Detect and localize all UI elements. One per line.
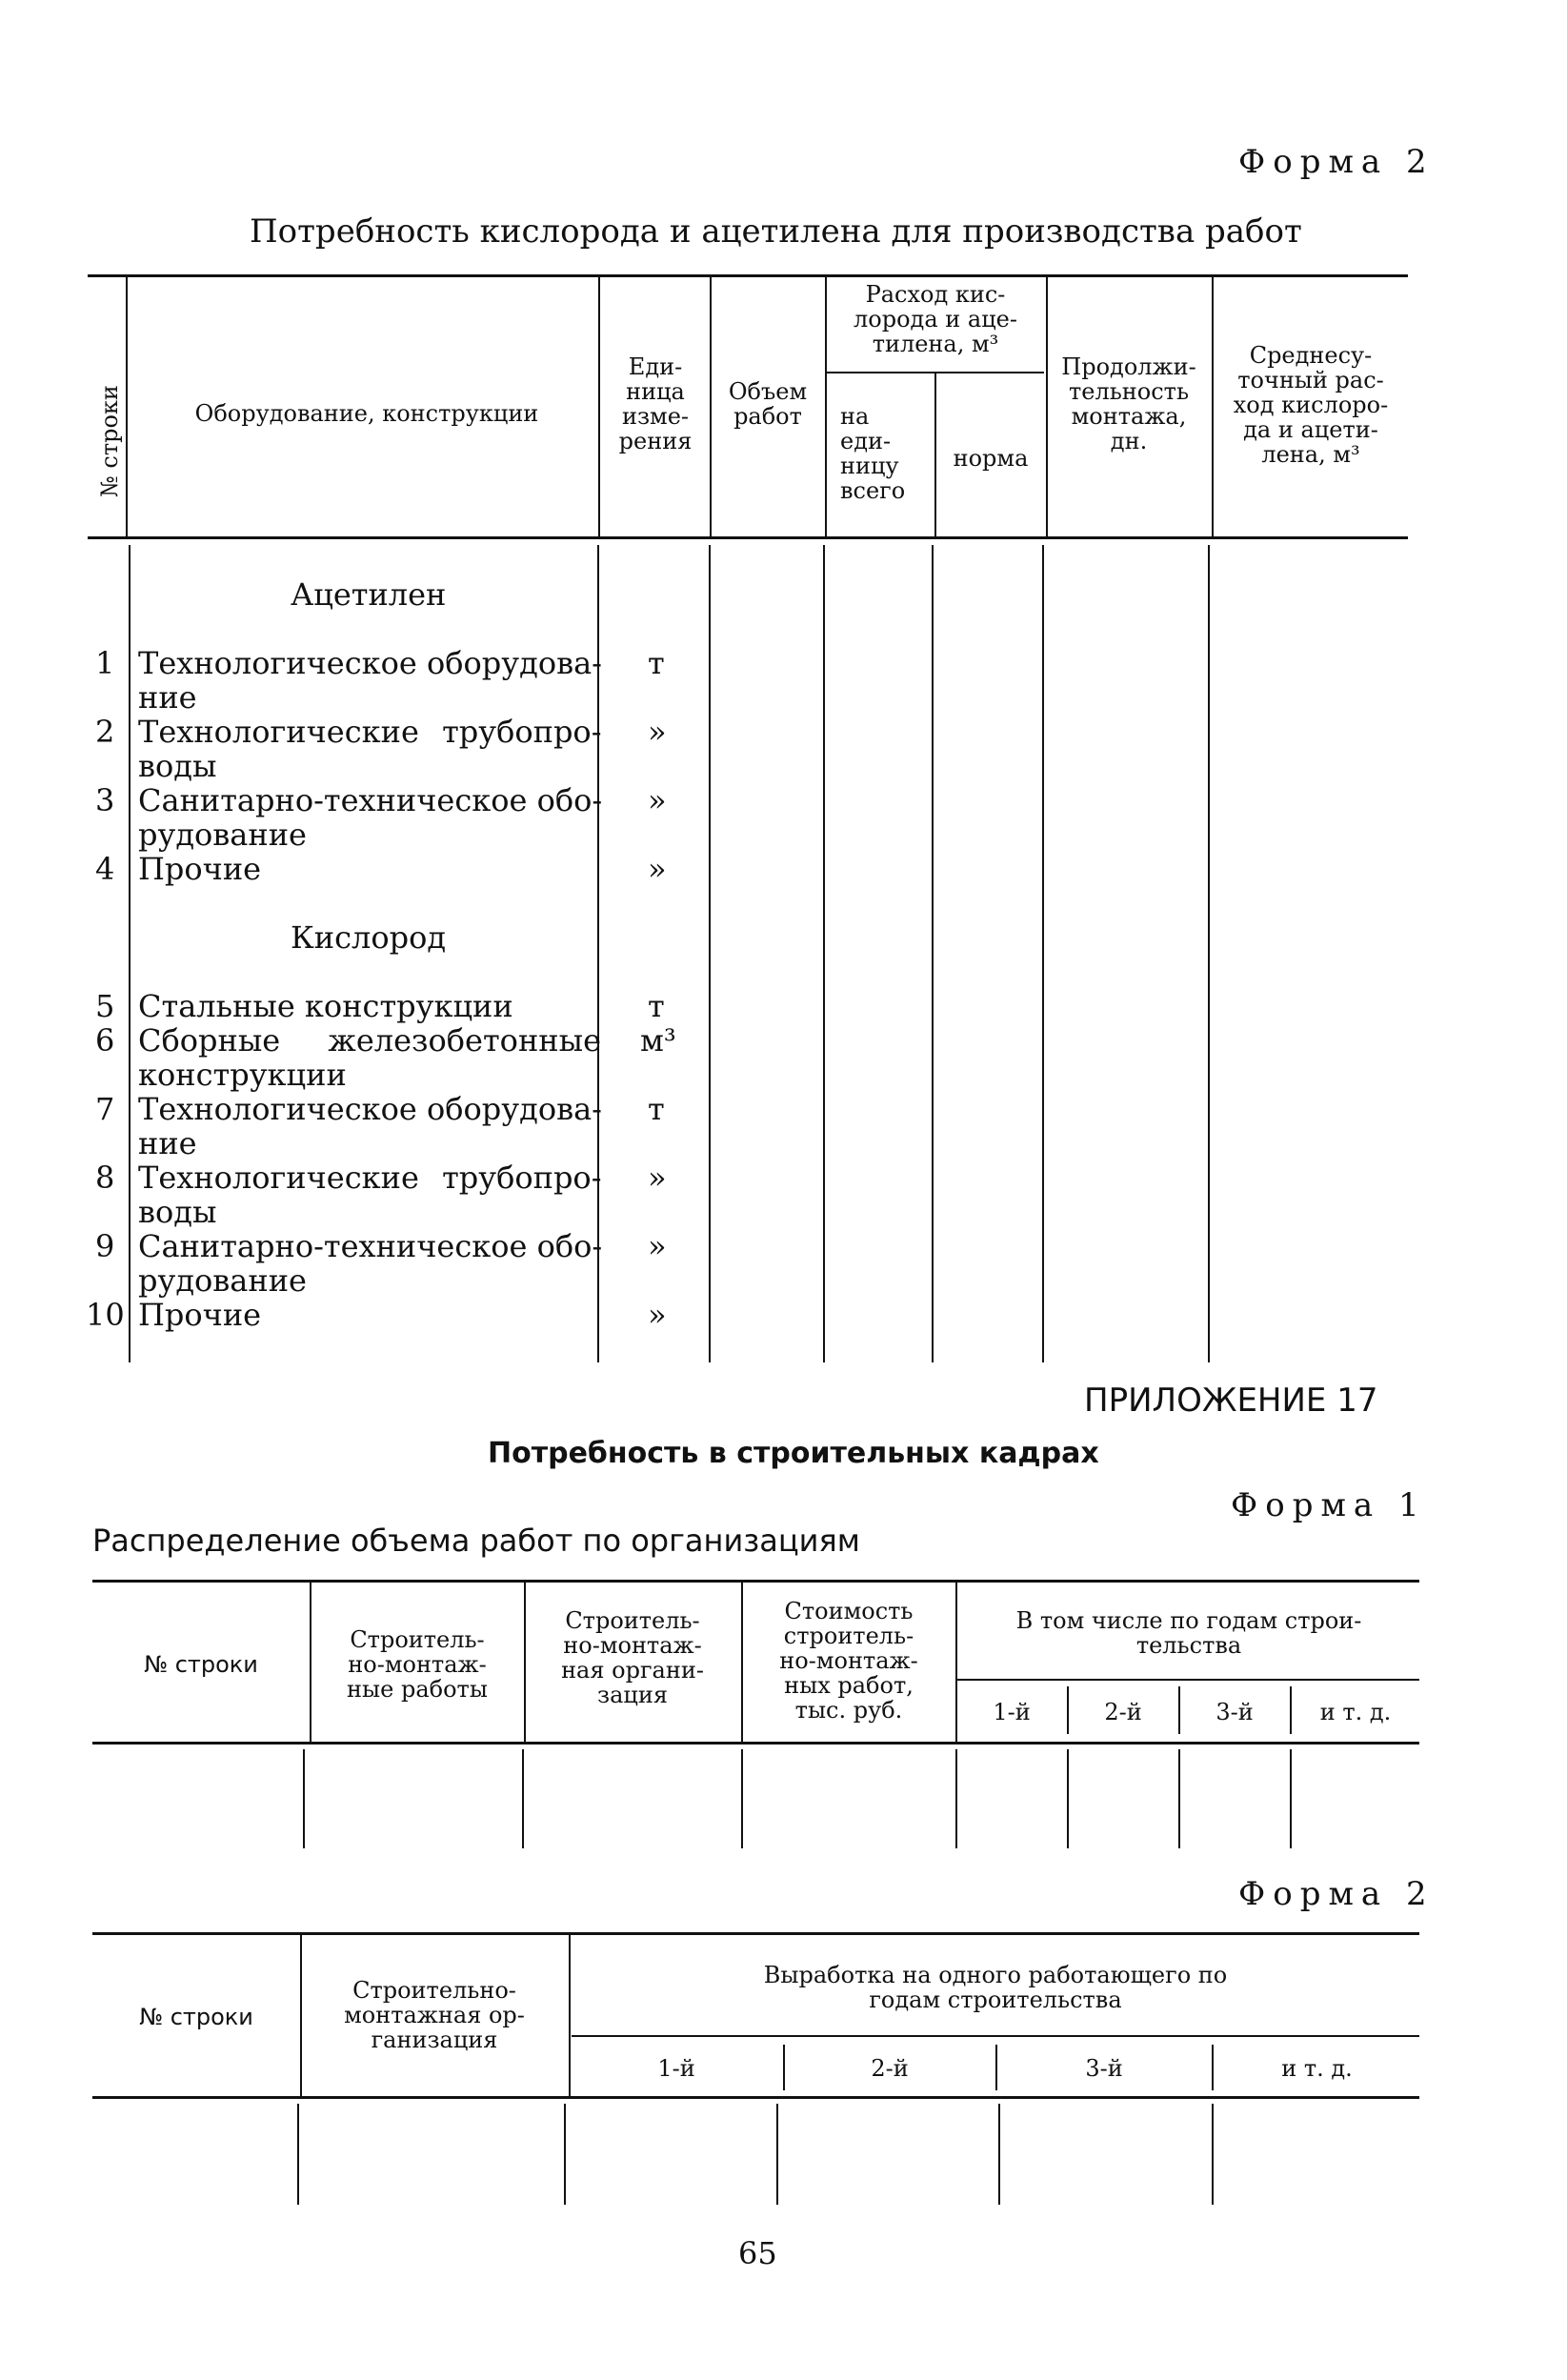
form-label: Форма 1 [1231,1486,1427,1524]
per-unit-header: на еди- ницу всего [840,403,906,504]
row-number-header: № строки [144,1651,258,1678]
smr-header: Строитель- но-монтаж- ные работы [347,1626,488,1703]
by-years-header: В том числе по годам строи- тельства [1015,1607,1362,1659]
page-number: 65 [738,2235,777,2271]
consumption-header: Расход кис- лорода и аце- тилена, м³ [854,281,1017,357]
volume-header: Объем работ [728,378,808,430]
section-acetylene: Ацетилен [291,576,447,613]
year-etc-header: и т. д. [1281,2055,1353,2082]
year-3-header: 3-й [1085,2055,1123,2082]
section-oxygen: Кислород [291,919,447,956]
appendix-number: ПРИЛОЖЕНИЕ 17 [1084,1382,1378,1420]
year-1-header: 1-й [993,1699,1031,1725]
organization-header: Строительно- монтажная ор- ганизация [344,1977,525,2053]
cost-header: Стоимость строитель- но-монтаж- ных работ, тыс. руб. [779,1598,918,1724]
equipment-header: Оборудование, конструкции [194,400,539,427]
year-3-header: 3-й [1215,1699,1254,1725]
row-number-header: № строки [139,2004,253,2030]
norm-header: норма [953,445,1029,472]
unit-header: Еди- ница изме- рения [618,353,693,454]
appendix-title: Потребность в строительных кадрах [488,1437,1099,1470]
form-label: Форма 2 [1238,143,1435,181]
year-etc-header: и т. д. [1319,1699,1392,1725]
form-label: Форма 2 [1238,1875,1435,1913]
organization-header: Строитель- но-монтаж- ная органи- зация [561,1607,704,1708]
duration-header: Продолжи- тельность монтажа, дн. [1061,353,1196,454]
row-number-header: № строки [96,385,123,497]
year-2-header: 2-й [1104,1699,1142,1725]
year-1-header: 1-й [657,2055,695,2082]
table-title: Распределение объема работ по организациям [92,1523,860,1559]
daily-consumption-header: Среднесу- точный рас- ход кислоро- да и ацети- лена, м³ [1233,342,1389,468]
table-title: Потребность кислорода и ацетилена для производства работ [250,212,1302,251]
output-header: Выработка на одного работающего по годам строительства [763,1962,1228,2013]
year-2-header: 2-й [871,2055,909,2082]
